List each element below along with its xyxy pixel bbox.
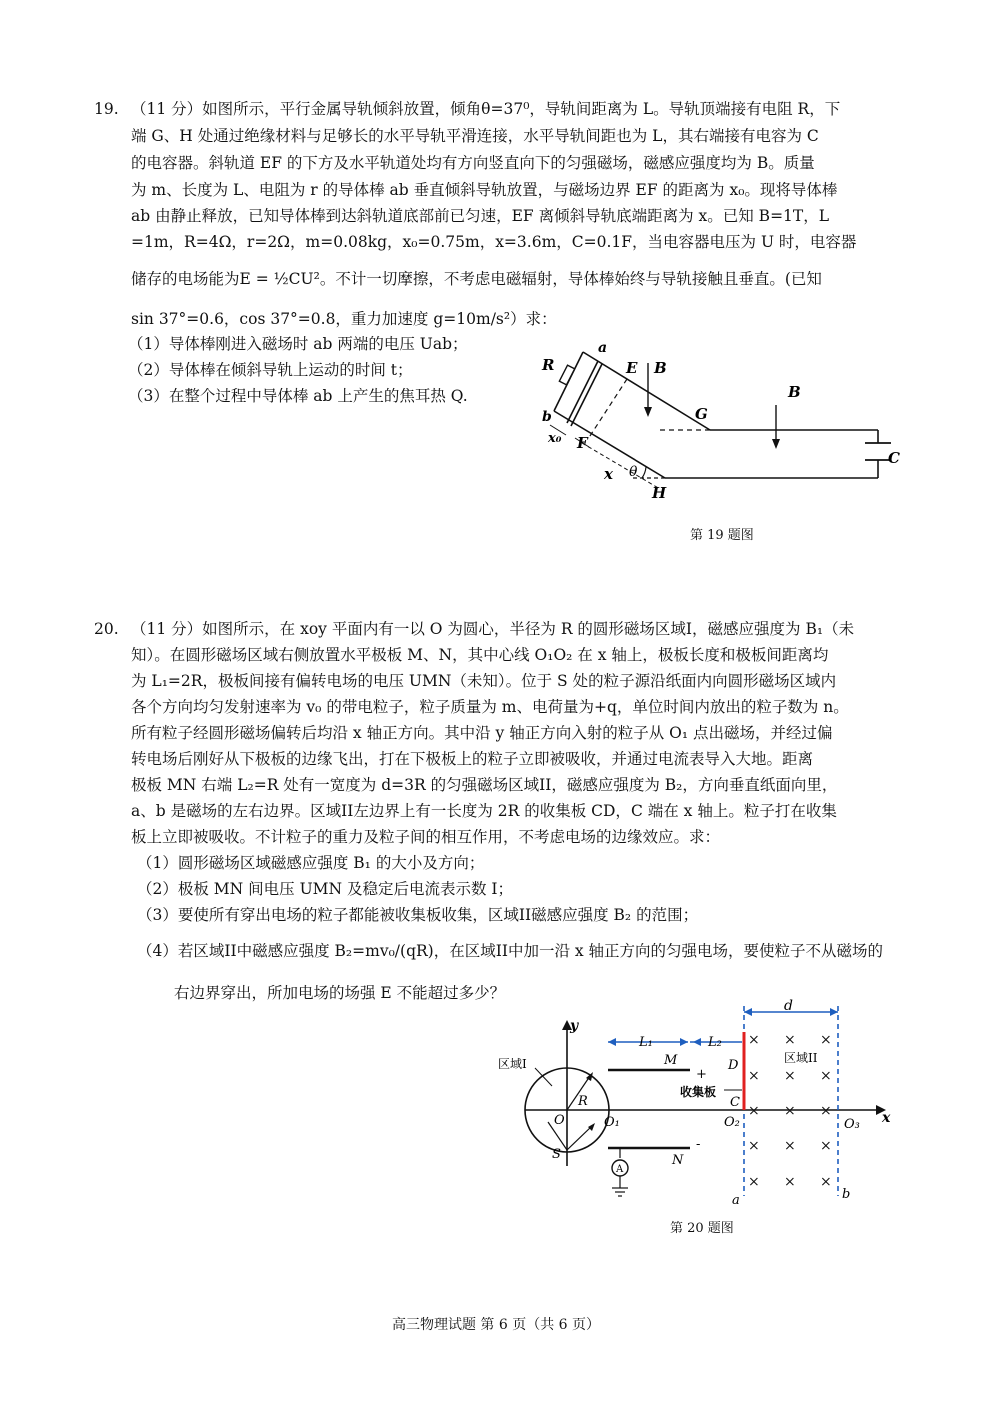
q20-sub-question: （3）要使所有穿出电场的粒子都能被收集板收集，区域II磁感应强度 B₂ 的范围； xyxy=(137,906,699,924)
q20-sub-question: （2）极板 MN 间电压 UMN 及稳定后电流表示数 I； xyxy=(137,880,514,898)
q19-line: 为 m、长度为 L、电阻为 r 的导体棒 ab 垂直倾斜导轨放置，与磁场边界 EF 的距离为 x₀。现将导体棒 xyxy=(131,181,838,199)
b-arrowhead-horizontal xyxy=(772,439,780,449)
label-o1: O₁ xyxy=(604,1115,620,1130)
q19-line: 端 G、H 处通过绝缘材料与足够长的水平导轨平滑连接，水平导轨间距也为 L，其右端接有电容为 C xyxy=(131,127,819,145)
x-dimension xyxy=(582,443,660,489)
label-region-2: 区域II xyxy=(784,1051,818,1065)
page-footer: 高三物理试题 第 6 页（共 6 页） xyxy=(391,1317,601,1333)
field-cross-icon: × xyxy=(784,1032,796,1048)
ammeter-symbol: A xyxy=(616,1164,624,1175)
q20-line: 知）。在圆形磁场区域右侧放置水平极板 M、N，其中心线 O₁O₂ 在 x 轴上，极板长度和极板间距离均 xyxy=(131,646,829,664)
label-g: G xyxy=(695,405,708,423)
field-cross-icon: × xyxy=(784,1138,796,1154)
label-c: C xyxy=(888,449,900,467)
label-f: F xyxy=(577,434,588,452)
q20-figure-caption: 第 20 题图 xyxy=(670,1221,734,1236)
label-o3: O₃ xyxy=(844,1117,860,1132)
field-cross-icon: × xyxy=(820,1138,832,1154)
q20-line: 转电场后刚好从下极板的边缘飞出，打在下极板上的粒子立即被吸收，并通过电流表导入大地。距离 xyxy=(131,750,814,768)
region-1-leader xyxy=(535,1068,552,1086)
q20-line: （11 分）如图所示，在 xoy 平面内有一以 O 为圆心，半径为 R 的圆形磁场区域I，磁感应强度为 B₁（未 xyxy=(131,620,855,638)
label-s: S xyxy=(552,1147,561,1162)
q20-line: a、b 是磁场的左右边界。区域II左边界上有一长度为 2R 的收集板 CD，C 端在 x 轴上。粒子打在收集 xyxy=(131,802,837,820)
label-l2: L₂ xyxy=(708,1035,722,1050)
q20-line: 为 L₁=2R，极板间接有偏转电场的电压 UMN（未知）。位于 S 处的粒子源沿纸面内向圆形磁场区域内 xyxy=(131,672,837,690)
q19-figure-caption: 第 19 题图 xyxy=(690,528,754,543)
field-cross-icon: × xyxy=(820,1103,832,1119)
l1-arrow-left xyxy=(608,1038,616,1046)
q19-sub-question: （2）导体棒在倾斜导轨上运动的时间 t； xyxy=(128,361,413,379)
l2-arrow-left xyxy=(693,1038,701,1046)
d-arrow-left xyxy=(744,1008,752,1016)
label-c: C xyxy=(730,1095,740,1110)
q19-number: 19. xyxy=(94,100,119,118)
q19-line: =1m，R=4Ω，r=2Ω，m=0.08kg，x₀=0.75m，x=3.6m，C=0.1F，当电容器电压为 U 时，电容器 xyxy=(131,233,857,251)
label-r: R xyxy=(578,1094,588,1109)
q20-sub-question: （4）若区域II中磁感应强度 B₂=mv₀/(qR)，在区域II中加一沿 x 轴正方向的匀强电场，要使粒子不从磁场的 xyxy=(137,942,884,960)
q19-sub-question: （1）导体棒刚进入磁场时 ab 两端的电压 Uab； xyxy=(128,335,468,353)
l1-arrow-right xyxy=(680,1038,688,1046)
boundary-ef xyxy=(588,379,627,439)
q20-line: 所有粒子经圆形磁场偏转后均沿 x 轴正方向。其中沿 y 轴正方向入射的粒子从 O₁ 点出磁场，并经过偏 xyxy=(131,724,833,742)
label-e: E xyxy=(626,359,638,377)
label-b2: B xyxy=(788,383,801,401)
q19-line: sin 37°=0.6，cos 37°=0.8，重力加速度 g=10m/s²）求： xyxy=(131,310,557,328)
q20-line: 极板 MN 右端 L₂=R 处有一宽度为 d=3R 的匀强磁场区域II，磁感应强度为 B₂，方向垂直纸面向里， xyxy=(131,776,838,794)
label-x: x xyxy=(604,465,613,483)
field-cross-icon: × xyxy=(820,1032,832,1048)
label-a: a xyxy=(732,1193,740,1208)
b-arrowhead-incline xyxy=(644,407,652,417)
field-cross-icon: × xyxy=(748,1138,760,1154)
q19-figure xyxy=(520,335,910,515)
q19-line: 的电容器。斜轨道 EF 的下方及水平轨道处均有方向竖直向下的匀强磁场，磁感应强度均为 B。质量 xyxy=(131,154,815,172)
field-cross-icon: × xyxy=(784,1174,796,1190)
label-x-axis: x xyxy=(882,1110,891,1126)
field-cross-icon: × xyxy=(820,1068,832,1084)
label-m: M xyxy=(664,1053,678,1068)
label-o: O xyxy=(554,1113,565,1128)
label-theta: θ xyxy=(629,464,638,480)
label-r: R xyxy=(542,356,555,374)
label-d-end: D xyxy=(728,1058,739,1073)
label-b1: B xyxy=(654,359,667,377)
label-n: N xyxy=(672,1153,684,1168)
field-cross-icon: × xyxy=(784,1068,796,1084)
label-plus: + xyxy=(696,1067,707,1082)
field-cross-icon: × xyxy=(748,1032,760,1048)
q20-line: 各个方向均匀发射速率为 v₀ 的带电粒子，粒子质量为 m、电荷量为+q，单位时间内放出的粒子数为 n。 xyxy=(131,698,849,716)
q19-sub-question: （3）在整个过程中导体棒 ab 上产生的焦耳热 Q. xyxy=(128,387,468,405)
particle-arrowhead xyxy=(588,1123,595,1131)
label-y: y xyxy=(570,1018,579,1034)
field-cross-icon: × xyxy=(748,1174,760,1190)
label-region-1: 区域I xyxy=(498,1057,527,1071)
q19-line: ab 由静止释放，已知导体棒到达斜轨道底部前已匀速，EF 离倾斜导轨底端距离为 x。已知 B=1T，L xyxy=(131,207,830,225)
d-arrow-right xyxy=(830,1008,838,1016)
q19-line: 储存的电场能为E = ½CU²。不计一切摩擦，不考虑电磁辐射，导体棒始终与导轨接触且垂直。(已知 xyxy=(131,270,822,288)
label-a: a xyxy=(598,340,608,356)
field-cross-icon: × xyxy=(820,1174,832,1190)
label-b: b xyxy=(542,409,552,425)
label-h: H xyxy=(652,484,667,502)
angle-arc xyxy=(642,467,646,478)
field-cross-icon: × xyxy=(748,1103,760,1119)
label-o2: O₂ xyxy=(724,1115,740,1130)
q20-sub-question: （1）圆形磁场区域磁感应强度 B₁ 的大小及方向； xyxy=(137,854,485,872)
q20-number: 20. xyxy=(94,620,119,638)
field-cross-icon: × xyxy=(784,1103,796,1119)
label-l1: L₁ xyxy=(639,1035,653,1050)
label-x0: x₀ xyxy=(548,431,562,446)
q19-line: （11 分）如图所示，平行金属导轨倾斜放置，倾角θ=37⁰，导轨间距离为 L。导轨顶端接有电阻 R，下 xyxy=(131,100,841,118)
rod-ab-edge xyxy=(571,364,602,426)
label-collector: 收集板 xyxy=(680,1085,717,1099)
q20-line: 板上立即被吸收。不计粒子的重力及粒子间的相互作用，不考虑电场的边缘效应。求： xyxy=(131,828,721,846)
label-b: b xyxy=(842,1187,851,1202)
label-d: d xyxy=(784,998,793,1014)
label-minus: - xyxy=(696,1137,701,1152)
q20-sub-question: 右边界穿出，所加电场的场强 E 不能超过多少？ xyxy=(174,984,506,1002)
q20-figure xyxy=(490,998,900,1213)
field-cross-icon: × xyxy=(748,1068,760,1084)
